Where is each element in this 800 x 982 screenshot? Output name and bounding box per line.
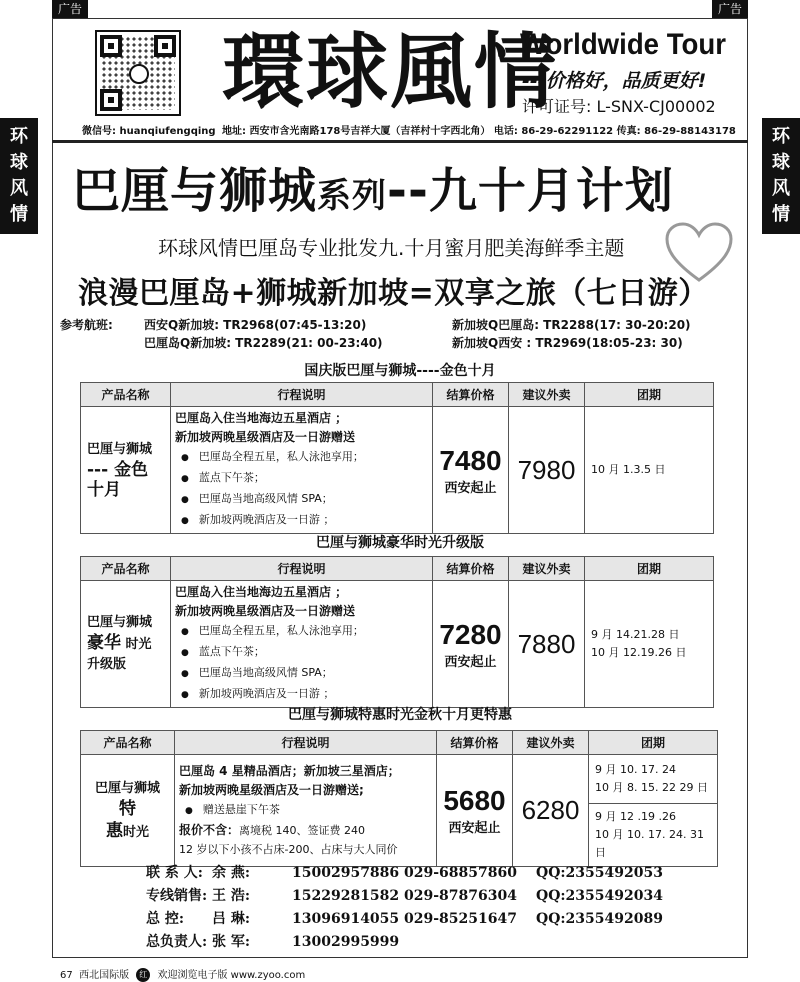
contact-name: 吕 琳: bbox=[212, 911, 251, 927]
col-header: 团期 bbox=[585, 383, 714, 407]
itinerary-bullet: ● 巴厘岛当地高级风情 SPA； bbox=[175, 663, 428, 684]
itinerary-highlight: 新加坡两晚星级酒店及一日游赠送; bbox=[179, 783, 364, 797]
flight-item: 西安Q新加坡: TR2968(07:45-13:20) bbox=[144, 318, 367, 332]
title-part: 巴厘与狮城 bbox=[72, 163, 318, 219]
contact-role: 专线销售: bbox=[146, 888, 208, 904]
name-line: 惠 bbox=[105, 820, 123, 841]
flight-item: 新加坡Q西安 : TR2969(18:05-23: 30) bbox=[452, 336, 683, 350]
qr-code-icon bbox=[95, 30, 181, 116]
flight-item: 巴厘岛Q新加坡: TR2289(21: 00-23:40) bbox=[144, 336, 383, 350]
side-char: 球 bbox=[10, 152, 28, 173]
col-header: 产品名称 bbox=[81, 731, 175, 755]
col-header: 建议外卖 bbox=[509, 557, 585, 581]
package-table bbox=[80, 556, 714, 708]
product-name bbox=[81, 407, 171, 534]
name-line: 巴厘与狮城 bbox=[87, 615, 153, 630]
itinerary-bullet: ● 蓝点下午茶； bbox=[175, 468, 428, 489]
tour-dates bbox=[585, 407, 714, 534]
contact-phone: 029-85251647 bbox=[404, 911, 517, 927]
ad-label-left: 广告 bbox=[52, 0, 88, 18]
date-line: 9 月 10. 17. 24 bbox=[595, 763, 676, 776]
child-policy: 12 岁以下小孩不占床-200、占床与大人同价 bbox=[179, 843, 398, 856]
itinerary-highlight: 巴厘岛入住当地海边五星酒店 ； bbox=[175, 585, 348, 599]
price-city: 西安起止 bbox=[444, 654, 497, 670]
product-name bbox=[81, 755, 175, 867]
date-line: 10 月 1.3.5 日 bbox=[591, 463, 666, 476]
name-line: 巴厘与狮城 bbox=[87, 442, 153, 457]
contact-role: 联 系 人: bbox=[146, 865, 203, 881]
english-brand: Worldwide Tour bbox=[520, 28, 726, 61]
name-line: 特 bbox=[119, 798, 136, 819]
title-part: 系列 bbox=[317, 176, 388, 216]
exclusion-label: 报价不含： bbox=[179, 823, 240, 837]
tour-dates bbox=[585, 581, 714, 708]
contact-qq: QQ:2355492053 bbox=[536, 865, 663, 881]
contact-role: 总负责人: bbox=[146, 934, 208, 950]
date-line: 10 月 8. 15. 22 29 日 bbox=[595, 781, 708, 794]
table-row bbox=[81, 407, 714, 534]
page-number: 67 bbox=[60, 970, 73, 981]
date-group bbox=[589, 804, 717, 866]
tour-dates bbox=[589, 755, 718, 867]
contact-mobile: 15229281582 bbox=[292, 888, 400, 904]
name-line: 巴厘与狮城 bbox=[94, 780, 160, 796]
itinerary-bullet: ● 蓝点下午茶； bbox=[175, 642, 428, 663]
itinerary-bullet: ● 新加坡两晚酒店及一日游 ； bbox=[175, 684, 428, 705]
col-header: 行程说明 bbox=[175, 731, 437, 755]
col-header: 行程说明 bbox=[171, 557, 433, 581]
itinerary-highlight: 新加坡两晚星级酒店及一日游赠送 bbox=[175, 604, 356, 618]
section-title: 巴厘与狮城豪华时光升级版 bbox=[316, 535, 484, 551]
side-tab-left bbox=[0, 118, 38, 234]
contact-role: 总 控: bbox=[146, 911, 185, 927]
col-header: 产品名称 bbox=[81, 383, 171, 407]
contact-name: 王 浩: bbox=[212, 888, 251, 904]
contact-name: 张 军: bbox=[212, 934, 251, 950]
itinerary-bullet: ● 巴厘岛当地高级风情 SPA； bbox=[175, 489, 428, 510]
itinerary-bullet: ● 赠送悬崖下午茶 bbox=[179, 800, 432, 821]
itinerary-bullet: ● 新加坡两晚酒店及一日游 ； bbox=[175, 510, 428, 531]
itinerary bbox=[175, 755, 437, 867]
side-tab-right bbox=[762, 118, 800, 234]
retail-price: 7880 bbox=[509, 581, 585, 708]
wechat-id: 微信号: huanqiufengqing bbox=[82, 126, 216, 137]
header-divider bbox=[52, 140, 748, 143]
side-char: 情 bbox=[772, 204, 790, 225]
name-line: 豪华 bbox=[87, 633, 121, 653]
date-line: 9 月 12 .19 .26 bbox=[595, 810, 676, 823]
package-table bbox=[80, 730, 718, 867]
price-value: 5680 bbox=[443, 785, 506, 816]
date-line: 9 月 14.21.28 日 bbox=[591, 628, 680, 641]
itinerary-highlight: 巴厘岛 4 星精品酒店；新加坡三星酒店； bbox=[179, 764, 400, 778]
side-char: 环 bbox=[10, 126, 28, 147]
side-char: 风 bbox=[772, 178, 790, 199]
date-line: 10 月 12.19.26 日 bbox=[591, 646, 687, 659]
license-number: 许可证号: L-SNX-CJ00002 bbox=[522, 97, 716, 116]
subtitle: 环球风情巴厘岛专业批发九.十月蜜月肥美海鲜季主题 bbox=[158, 236, 625, 260]
page-title bbox=[72, 152, 674, 221]
table-row bbox=[81, 581, 714, 708]
side-char: 风 bbox=[10, 178, 28, 199]
date-group bbox=[589, 755, 717, 804]
itinerary-bullet: ● 巴厘岛全程五星，私人泳池享用； bbox=[175, 447, 428, 468]
slogan: ---价格好，品质更好! bbox=[522, 70, 707, 92]
col-header: 结算价格 bbox=[437, 731, 513, 755]
address-line: 地址: 西安市含光南路178号吉祥大厦（吉祥村十字西北角） 电话: 86-29-62291122 传真: 86-29-88143178 bbox=[222, 126, 736, 137]
col-header: 团期 bbox=[589, 731, 718, 755]
product-name bbox=[81, 581, 171, 708]
package-table bbox=[80, 382, 714, 534]
contact-phone: 029-87876304 bbox=[404, 888, 517, 904]
page-footer bbox=[60, 966, 305, 982]
brand-logo-text: 環球風情 bbox=[222, 24, 559, 120]
contact-phone: 029-68857860 bbox=[404, 865, 517, 881]
itinerary bbox=[171, 581, 433, 708]
edition-label: 西北国际版 bbox=[79, 970, 130, 981]
section-title: 巴厘与狮城特惠时光金秋十月更特惠 bbox=[288, 707, 512, 723]
flight-item: 新加坡Q巴厘岛: TR2288(17: 30-20:20) bbox=[452, 318, 691, 332]
settlement-price bbox=[433, 407, 509, 534]
side-char: 球 bbox=[772, 152, 790, 173]
site-link[interactable]: 欢迎浏览电子版 www.zyoo.com bbox=[157, 970, 306, 981]
flight-label: 参考航班: bbox=[60, 318, 113, 332]
itinerary-bullet: ● 巴厘岛全程五星，私人泳池享用； bbox=[175, 621, 428, 642]
price-city: 西安起止 bbox=[444, 480, 497, 496]
col-header: 行程说明 bbox=[171, 383, 433, 407]
retail-price: 6280 bbox=[513, 755, 589, 867]
ad-label-right: 广告 bbox=[712, 0, 748, 18]
itinerary bbox=[171, 407, 433, 534]
contact-qq: QQ:2355492034 bbox=[536, 888, 663, 904]
contact-mobile: 13096914055 bbox=[292, 911, 400, 927]
contact-name: 余 燕: bbox=[212, 865, 251, 881]
name-line: 时光 bbox=[125, 637, 152, 652]
exclusion-text: 离境税 140、签证费 240 bbox=[239, 824, 365, 837]
price-city: 西安起止 bbox=[448, 821, 501, 836]
itinerary-highlight: 巴厘岛入住当地海边五星酒店 ； bbox=[175, 411, 348, 425]
itinerary-highlight: 新加坡两晚星级酒店及一日游赠送 bbox=[175, 430, 356, 444]
side-char: 环 bbox=[772, 126, 790, 147]
name-line: --- 金色 bbox=[87, 460, 149, 480]
settlement-price bbox=[437, 755, 513, 867]
tagline: 浪漫巴厘岛+狮城新加坡=双享之旅（七日游） bbox=[78, 276, 709, 311]
contact-qq: QQ:2355492089 bbox=[536, 911, 663, 927]
col-header: 团期 bbox=[585, 557, 714, 581]
price-value: 7480 bbox=[439, 444, 502, 476]
col-header: 建议外卖 bbox=[513, 731, 589, 755]
table-row bbox=[81, 755, 718, 867]
name-line: 十月 bbox=[87, 480, 121, 500]
col-header: 建议外卖 bbox=[509, 383, 585, 407]
publisher-badge-icon: 红 bbox=[136, 968, 150, 982]
col-header: 产品名称 bbox=[81, 557, 171, 581]
contact-mobile: 13002995999 bbox=[292, 934, 400, 950]
date-line: 10 月 10. 17. 24. 31 日 bbox=[595, 828, 704, 859]
col-header: 结算价格 bbox=[433, 383, 509, 407]
name-line: 升级版 bbox=[87, 657, 127, 672]
col-header: 结算价格 bbox=[433, 557, 509, 581]
section-title: 国庆版巴厘与狮城----金色十月 bbox=[304, 363, 496, 379]
retail-price: 7980 bbox=[509, 407, 585, 534]
price-value: 7280 bbox=[439, 618, 502, 650]
contact-mobile: 15002957886 bbox=[292, 865, 400, 881]
settlement-price bbox=[433, 581, 509, 708]
title-part: --九十月计划 bbox=[387, 163, 674, 219]
side-char: 情 bbox=[10, 204, 28, 225]
name-line: 时光 bbox=[122, 824, 149, 840]
